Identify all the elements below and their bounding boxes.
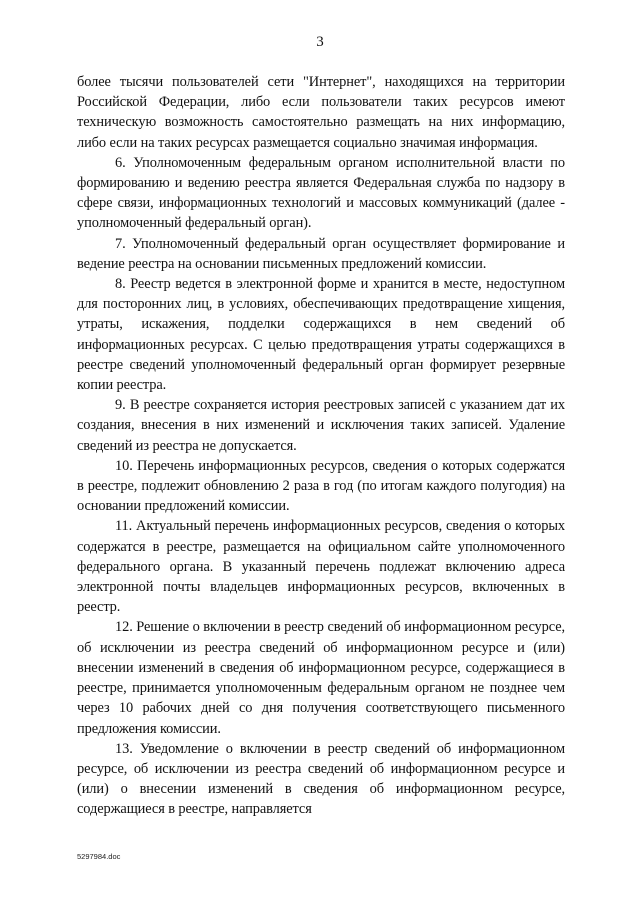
paragraph-item-6: 6. Уполномоченным федеральным органом исполнительной власти по формированию и ведению реестра является Федеральная служба по надзору в сфере связи, информационных технологий и массовых коммуникаций (далее - уполномоченный федеральный орган). [77,154,565,232]
paragraph-item-10: 10. Перечень информационных ресурсов, сведения о которых содержатся в реестре, подлежит обновлению 2 раза в год (по итогам каждого полугодия) на основании предложений комиссии. [77,457,565,515]
paragraph-item-11: 11. Актуальный перечень информационных ресурсов, сведения о которых содержатся в реестре, размещается на официальном сайте уполномоченного федерального органа. В указанный перечень подлежат включению адреса электронной почты владельцев информационных ресурсов, включенных в реестр. [77,518,565,616]
paragraph-item-13: 13. Уведомление о включении в реестр сведений об информационном ресурсе, об исключении из реестра сведений об информационном ресурсе и (или) о внесении изменений в сведения об информационном ресурсе, содержащиеся в реестре, направляется [77,740,565,818]
footer-file-name: 5297984.doc [77,852,121,861]
paragraph-item-12: 12. Решение о включении в реестр сведений об информационном ресурсе, об исключении из реестра сведений об информационном ресурсе и (или) внесении изменений в сведения об информационном ресурсе, содержащиеся в реестре, принимается уполномоченным федеральным органом не позднее чем через 10 рабочих дней со дня получения соответствующего письменного предложения комиссии. [77,619,565,737]
page-number: 3 [316,34,324,50]
paragraph-item-8: 8. Реестр ведется в электронной форме и хранится в месте, недоступном для посторонних лиц, в условиях, обеспечивающих предотвращение хищения, утраты, искажения, подделки содержащихся в нем сведений об информационных ресурсах. С целью предотвращения утраты содержащихся в реестре сведений уполномоченный федеральный орган формирует резервные копии реестра. [77,276,565,394]
paragraph-continued: более тысячи пользователей сети "Интернет", находящихся на территории Российской Федерации, либо если пользователи таких ресурсов имеют техническую возможность самостоятельно размещать на них информацию, либо если на таких ресурсах размещается социально значимая информация. [77,74,565,151]
document-body [77,72,565,820]
paragraph-item-7: 7. Уполномоченный федеральный орган осуществляет формирование и ведение реестра на основании письменных предложений комиссии. [77,235,565,272]
paragraph-item-9: 9. В реестре сохраняется история реестровых записей с указанием дат их создания, внесения в них изменений и исключения таких записей. Удаление сведений из реестра не допускается. [77,397,565,454]
